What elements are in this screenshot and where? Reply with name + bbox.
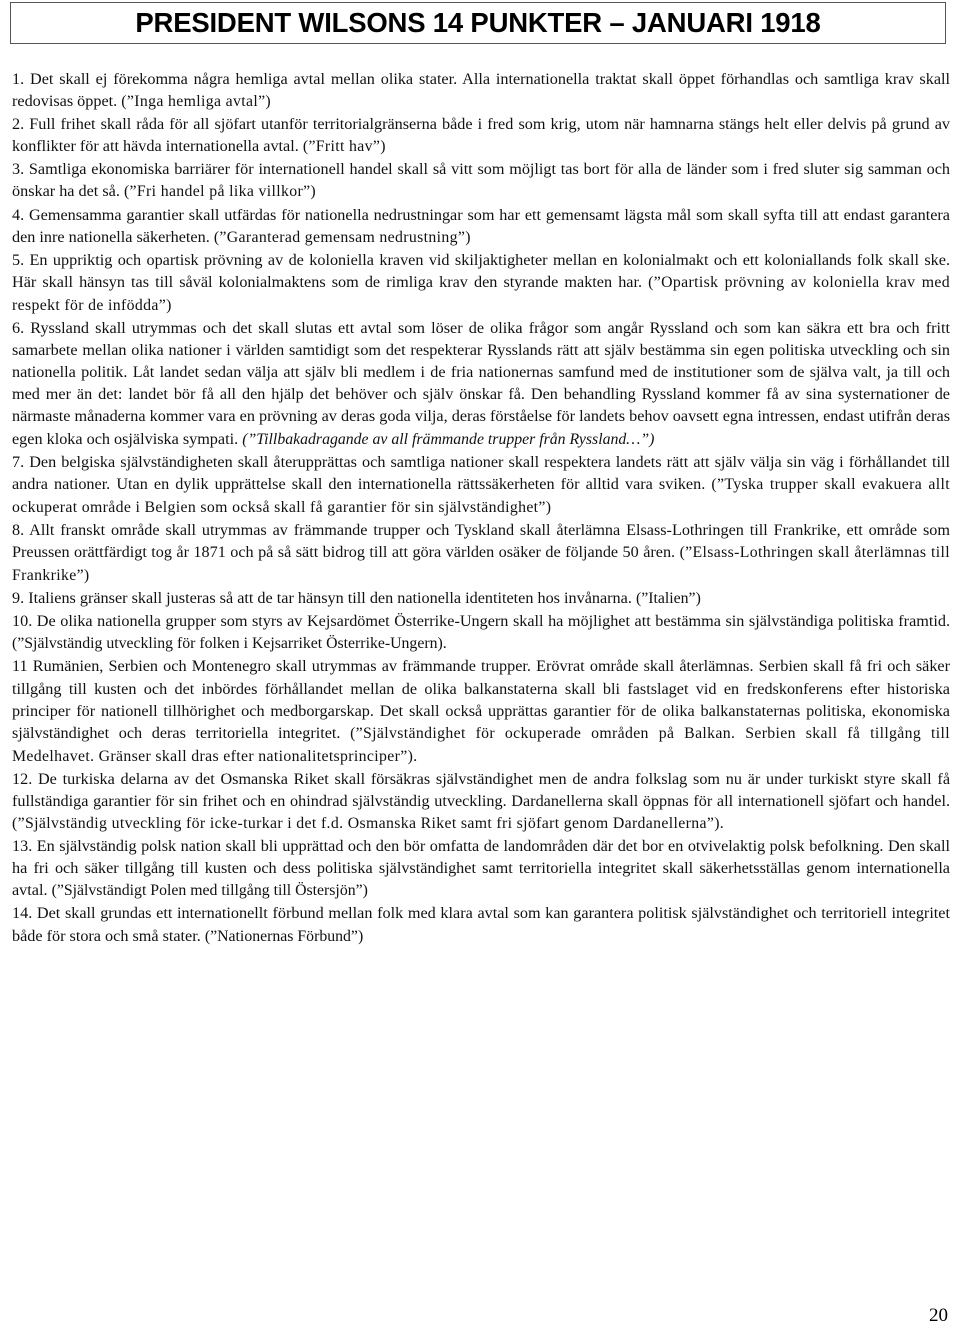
point-text: 10. De olika nationella grupper som styrs av Kejsardömet Österrike-Ungern skall ha möjlighet att bestämma sin självständiga politiska framtid. [12,612,950,631]
points-list [12,68,950,948]
point-12 [12,768,950,835]
point-11 [12,655,950,767]
point-2 [12,113,950,158]
point-summary: (”Tyska trupper skall evakuera allt ockuperat område i Belgien som också skall få garantier för sin självständighet”) [12,475,950,516]
point-7 [12,451,950,519]
point-text: 11 Rumänien, Serbien och Montenegro skall utrymmas av främmande trupper. Erövrat område skall återlämnas. Serbien skall få fri och säker tillgång till kusten och det inbördes förhållandet mellan de olika balkanstaterna skall bli fastslaget vid en fredskonferens efter historiska principer för nationell tillhörighet och medborgarskap. Det skall också upprättas garantier för de olika balkanstaternas politiska, ekonomiska självständighet och deras territoriella integritet. [12,657,950,742]
point-summary: (”Elsass-Lothringen skall återlämnas till Frankrike”) [12,543,950,585]
point-summary: (”Fri handel på lika villkor”) [123,183,317,201]
point-text: 4. Gemensamma garantier skall utfärdas för nationella nedrustningar som har ett gemensamt lägsta mål som skall syfta till att endast garantera den inre nationella säkerheten. [12,205,950,246]
point-4 [12,204,950,249]
title-box [10,2,946,44]
point-text: 5. En uppriktig och opartisk prövning av de koloniella kraven vid skiljaktigheter mellan en kolonialmakt och ett koloniallands folk skall ske. Här skall hänsyn tas till såväl kolonialmaktens som de rimliga krav den styrande makten har. [12,250,950,291]
point-summary: (”Garanterad gemensam nedrustning”) [213,228,471,246]
point-text: 14. Det skall grundas ett internationellt förbund mellan folk med klara avtal som kan garantera politisk självständighet och territoriell integritet både för stora och små stater. [12,904,950,945]
point-summary: (”Självständig utveckling för folken i Kejsarriket Österrike-Ungern). [12,635,447,653]
point-text: 6. Ryssland skall utrymmas och det skall slutas ett avtal som löser de olika frågor som angår Ryssland och som kan säkra ett bra och fritt samarbete mellan olika nationer i världen samtidigt som det respekterar Rysslands rätt att själv bestämma sin egen politiska utveckling och sin nationella politik. Låt landet sedan välja att själv bli medlem i de fria nationernas samfund med de institutioner som de själva valt, ja till och med mer än det: landet bör få all den hjälp det behöver och själv önskar få. Den behandling Ryssland kommer få av sina systernationer de närmaste månaderna kommer vara en prövning av deras goda vilja, deras förståelse för landets behov oavsett egna intressen, endast utifrån deras egen kloka och osjälviska sympati. [12,319,950,448]
point-text: 8. Allt franskt område skall utrymmas av främmande trupper och Tyskland skall återlämna Elsass-Lothringen till Frankrike, ett område som Preussen orättfärdigt tog år 1871 och på så sätt bidrog till att göra världen osäker de följande 50 åren. [12,520,950,561]
point-text: 7. Den belgiska självständigheten skall återupprättas och samtliga nationer skall respektera landets rätt att själv välja sin väg i förhållandet till andra nationer. Utan en dylik upprättelse skall den internationella rättssäkerheten för alltid vara sviken. [12,452,950,493]
point-1 [12,68,950,113]
point-text: 9. Italiens gränser skall justeras så att de tar hänsyn till den nationella identiteten hos invånarna. [12,589,636,608]
document-title: PRESIDENT WILSONS 14 PUNKTER – JANUARI 1918 [135,7,821,38]
point-summary: (”Fritt hav”) [302,138,386,156]
point-text: 12. De turkiska delarna av det Osmanska Riket skall försäkras självständighet men de andra folkslag som nu är under turkiskt styre skall få fullständiga garantier för sin frihet och en ohindrad självständig utveckling. Dardanellerna skall öppnas för all internationell sjöfart och handel. [12,769,950,810]
point-13 [12,835,950,902]
point-summary: (”Självständighet för ockuperade områden på Balkan. Serbien skall få tillgång till Medelhavet. Gränser skall dras efter nationalitetsprinciper”). [12,724,950,765]
point-text: 2. Full frihet skall råda för all sjöfart utanför territorialgränserna både i fred som krig, utom när hamnarna stängs helt eller delvis på grund av konflikter för att hävda internationella avtal. [12,115,950,156]
page-number: 20 [929,1305,948,1326]
point-9 [12,587,950,610]
point-summary: (”Inga hemliga avtal”) [121,93,272,111]
point-summary: (”Nationernas Förbund”) [204,927,364,945]
point-10 [12,610,950,655]
point-text: 13. En självständig polsk nation skall bli upprättad och den bör omfatta de landområden där det bor en otvivelaktig polsk befolkning. Den skall ha fri och säker tillgång till kusten och dess politiska självständighet samt territoriella integritet skall säkerhetsställas genom internationella avtal. [12,837,950,900]
point-14 [12,902,950,947]
point-summary: (”Tillbakadragande av all främmande trupper från Ryssland…”) [242,430,655,448]
point-5 [12,249,950,317]
point-3 [12,158,950,203]
point-summary: (”Italien”) [635,590,701,608]
point-text: 1. Det skall ej förekomma några hemliga avtal mellan olika stater. Alla internationella traktat skall öppet förhandlas och samtliga krav skall redovisas öppet. [12,70,950,111]
point-summary: (”Opartisk prövning av koloniella krav med respekt för de infödda”) [12,273,950,314]
point-8 [12,519,950,587]
point-text: 3. Samtliga ekonomiska barriärer för internationell handel skall så vitt som möjligt tas bort för alla de länder som i fred sluter sig samman och önskar ha det så. [12,160,950,201]
point-summary: (”Självständigt Polen med tillgång till Östersjön”) [51,882,368,900]
point-summary: (”Självständig utveckling för icke-turkar i det f.d. Osmanska Riket samt fri sjöfart genom Dardanellerna”). [12,815,725,833]
point-6 [12,317,950,451]
